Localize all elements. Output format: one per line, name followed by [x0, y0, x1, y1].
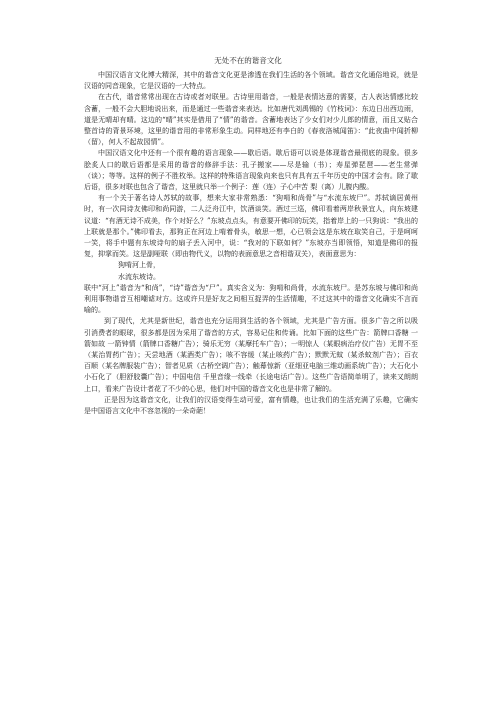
- paragraph-su-shi-story: 有一个关于著名诗人苏轼的故事，想来大家非常熟悉：“狗啃和尚骨”与“水流东坡尸”。苏轼谪居黄州时，有一次同诗友佛印和尚同游，二人泛舟江中，饮酒谈笑。酒过三巡，佛印看着两岸秋景宜人，向东坡建议道：“有酒无诗不成美，作个对好么？”东坡点点头，有意要开佛印的玩笑，指着岸上的一只狗说：“我出的上联就是那个。”佛印看去，那狗正在河边上啃着骨头，敏思一想，心已领会这是东坡在取笑自己，于是呵呵一笑，将手中题有东坡诗句的扇子丢入河中，说：“我对的下联如何？”东坡亦当即领悟，知道是佛印的报复，抑掌而笑。这是副哑联（即由物代义，以物的表面意思之音相谐双关），表面意思为：: [84, 194, 418, 259]
- paragraph-couplet-explanation: 联中“河上”谐音为“和尚”，“诗”谐音为“尸”。真实含义为：狗啃和尚骨，水流东坡尸。是苏东坡与佛印和尚利用事物谐音互相嘲谑对方。这或许只是好友之间相互捉弄的生活情趣，不过这其中的谐音文化确实不言而喻的。: [84, 283, 418, 315]
- paragraph-intro: 中国汉语言文化博大精深，其中的谐音文化更是渗透在我们生活的各个领域。谐音文化通俗地说，就是汉语的同音现象，它是汉语的一大特点。: [84, 71, 418, 91]
- couplet-line-1: 狗啃河上骨，: [118, 261, 160, 270]
- paragraph-modern-ads: 到了现代，尤其是新世纪，谐音也充分运用到生活的各个领域，尤其是广告方面。很多广告之所以吸引消费者的眼球，很多都是因为采用了谐音的方式，容易记住和传诵。比如下面的这些广告：箭牌口香糖 一箭如故 一箭钟情（箭牌口香糖广告）；骑乐无穷（某摩托车广告）；一明惊人（某眼病治疗仪广告）无胃不至（某治胃药广告）；天尝地酒（某酒类广告）；咳不容缓（某止咳药广告）；默默无蚊（某杀蚊剂广告）；百衣百顺（某名牌服装广告）；智者见质（古桥空调广告）；触幕惊新（亚细亚电脑三维动画系统广告）；大石化小 小石化了（胆舒胶囊广告）；中国电信 千里音缘一线牵（长途电话广告）。这些广告语简单明了，读来又朗朗上口，看来广告设计者花了不少的心思，他们对中国的谐音文化也是非常了解的。: [84, 317, 418, 393]
- couplet-line-2: 水流东坡诗。: [118, 272, 160, 281]
- paragraph-xiehouyu: 中国汉语文化中还有一个很有趣的语言现象——歇后语。歇后语可以说是体现谐音最彻底的现象。很多脍炙人口的歇后语都是采用的谐音的修辞手法：孔子搬家——尽是输（书）；寿星弹琵琶——老生常弹（谈）；等等。这样的例子不胜枚举。这样的特殊语言现象向来也只有具有五千年历史的中国才会有。除了歇后语，很多对联也包含了谐音，这里就只举一个例子：莲（连）子心中苦 梨（离）儿腹内酸。: [84, 149, 418, 192]
- page-title: 无处不在的谐音文化: [214, 56, 282, 65]
- document-body: [84, 70, 418, 417]
- paragraph-ancient-poetry: 在古代，谐音常常出现在古诗或者对联里。古诗里用谐音，一般是表情达意的需要，古人表达情感比较含蓄，一般不会大胆地说出来，而是通过一些谐音来表达。比如唐代刘禹锡的《竹枝词》：东边日出西边雨，道是无晴却有晴。这边的“晴”其实是借用了“情”的谐音。含蓄地表达了少女们对少儿郎的情意，而且又贴合整首诗的背景环境，这里的谐音用的非常形象生动。同样地还有李白的《春夜洛城闻笛》：“此夜曲中闻折柳（留），何人不起故园情”。: [84, 93, 418, 147]
- paragraph-conclusion: 正是因为这谐音文化，让我们的汉语变得生动可爱，富有情趣，也让我们的生活充满了乐趣，它确实是中国语言文化中不容忽视的一朵奇葩！: [84, 395, 418, 416]
